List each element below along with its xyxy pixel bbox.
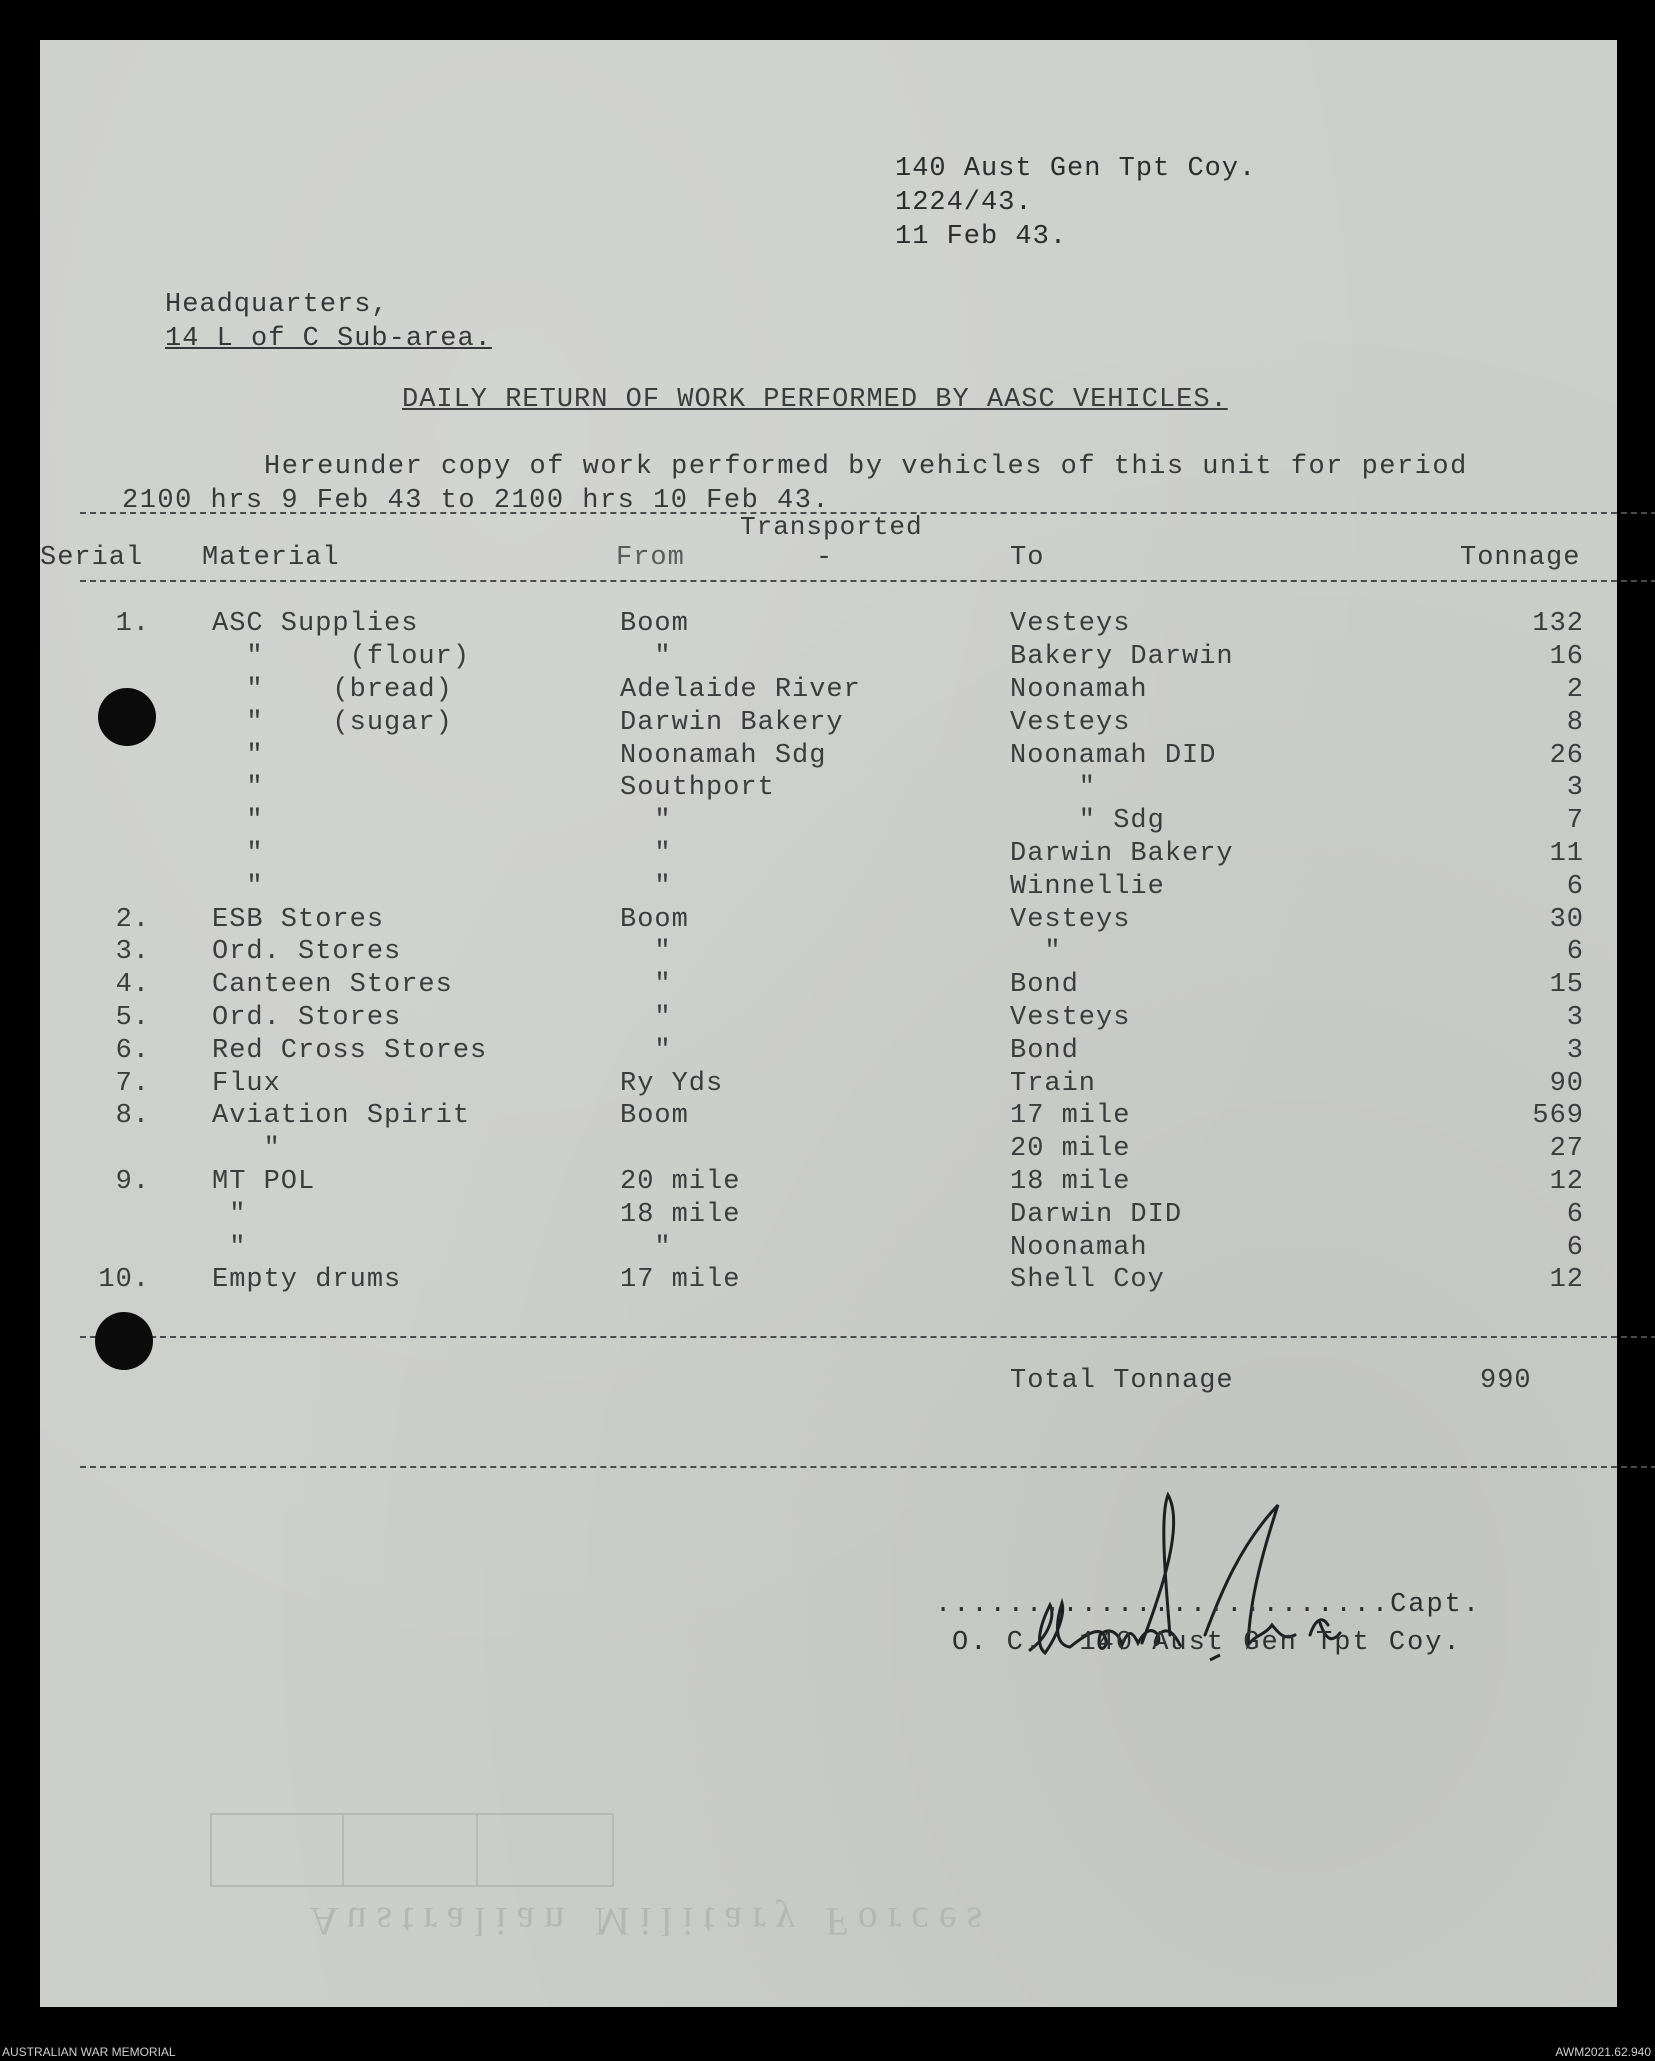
cell-material: Canteen Stores <box>212 970 453 1001</box>
table-row <box>40 969 1584 1002</box>
document-page <box>40 40 1617 2007</box>
cell-tonnage: 12 <box>1549 1265 1584 1296</box>
cell-tonnage: 15 <box>1549 970 1584 1001</box>
cell-material: " (flour) <box>212 642 471 673</box>
cell-material: Ord. Stores <box>212 937 402 968</box>
column-header-tonnage: Tonnage <box>1460 543 1581 573</box>
column-group-transported: Transported <box>740 512 923 542</box>
cell-to: Noonamah <box>1010 674 1148 705</box>
table-row <box>40 706 1584 739</box>
cell-material: " <box>212 806 264 837</box>
cell-tonnage: 3 <box>1566 1035 1584 1066</box>
cell-serial <box>40 1198 160 1231</box>
table-row <box>40 838 1584 871</box>
cell-to: Bakery Darwin <box>1010 642 1234 673</box>
cell-tonnage: 27 <box>1549 1134 1584 1165</box>
cell-tonnage: 3 <box>1566 1002 1584 1033</box>
cell-tonnage: 7 <box>1566 806 1584 837</box>
cell-material: " <box>212 1199 247 1230</box>
cell-serial <box>40 838 160 871</box>
cell-to: Vesteys <box>1010 609 1131 640</box>
cell-from: " <box>620 937 672 968</box>
cell-material: " <box>212 871 264 902</box>
cell-to: " Sdg <box>1010 806 1165 837</box>
cell-serial: 10. <box>98 1265 150 1296</box>
cell-from: " <box>620 1035 672 1066</box>
transport-table <box>40 608 1584 1297</box>
transport-table-body <box>40 608 1584 1297</box>
cell-to: Noonamah <box>1010 1232 1148 1263</box>
cell-from: 17 mile <box>620 1265 741 1296</box>
sender-unit: 140 Aust Gen Tpt Coy. <box>895 154 1257 184</box>
cell-tonnage: 2 <box>1566 674 1584 705</box>
cell-material: " (sugar) <box>212 707 453 738</box>
cell-serial <box>40 772 160 805</box>
cell-from: Noonamah Sdg <box>620 740 827 771</box>
cell-from: " <box>620 1002 672 1033</box>
cell-from: " <box>620 970 672 1001</box>
cell-material: MT POL <box>212 1166 316 1197</box>
cell-serial: 7. <box>115 1068 150 1099</box>
cell-tonnage: 3 <box>1566 773 1584 804</box>
punch-hole-top <box>98 688 156 746</box>
table-row <box>40 739 1584 772</box>
cell-from: Ry Yds <box>620 1068 724 1099</box>
punch-hole-bottom <box>95 1312 153 1370</box>
cell-material: Empty drums <box>212 1265 402 1296</box>
cell-material: " (bread) <box>212 674 453 705</box>
cell-tonnage: 12 <box>1549 1166 1584 1197</box>
cell-tonnage: 26 <box>1549 740 1584 771</box>
cell-to: Winnellie <box>1010 871 1165 902</box>
reference-number: 1224/43. <box>895 188 1033 218</box>
table-row <box>40 1034 1584 1067</box>
cell-serial <box>40 1231 160 1264</box>
column-header-to: To <box>1010 543 1045 573</box>
cell-from: Boom <box>620 904 689 935</box>
addressee-block <box>165 288 492 356</box>
cell-tonnage: 132 <box>1532 609 1584 640</box>
table-row <box>40 1100 1584 1133</box>
cell-serial: 3. <box>115 937 150 968</box>
table-bottom-rule <box>80 1336 1655 1338</box>
cell-to: Darwin Bakery <box>1010 838 1234 869</box>
cell-material: ESB Stores <box>212 904 385 935</box>
cell-tonnage: 16 <box>1549 642 1584 673</box>
cell-to: Vesteys <box>1010 707 1131 738</box>
addressee-line-1: Headquarters, <box>165 290 389 320</box>
table-row <box>40 1067 1584 1100</box>
cell-tonnage: 569 <box>1532 1101 1584 1132</box>
cell-to: 17 mile <box>1010 1101 1131 1132</box>
cell-material: " <box>212 740 264 771</box>
cell-from: " <box>620 642 672 673</box>
intro-paragraph <box>122 450 1622 518</box>
cell-from: Southport <box>620 773 775 804</box>
signature-line: .........................Capt. <box>935 1590 1482 1620</box>
document-title: DAILY RETURN OF WORK PERFORMED BY AASC VEHICLES. <box>402 385 1228 415</box>
cell-serial: 6. <box>115 1035 150 1066</box>
cell-material: ASC Supplies <box>212 609 419 640</box>
cell-serial: 9. <box>115 1166 150 1197</box>
cell-to: Vesteys <box>1010 1002 1131 1033</box>
cell-from <box>620 1133 1010 1166</box>
cell-tonnage: 11 <box>1549 838 1584 869</box>
cell-serial <box>40 1133 160 1166</box>
cell-material: Red Cross Stores <box>212 1035 488 1066</box>
cell-to: " <box>1010 773 1097 804</box>
addressee-line-2: 14 L of C Sub-area. <box>165 324 492 354</box>
column-header-dash: - <box>816 543 834 573</box>
table-row <box>40 1264 1584 1297</box>
cell-from: " <box>620 871 672 902</box>
table-row <box>40 936 1584 969</box>
cell-tonnage: 6 <box>1566 937 1584 968</box>
cell-from: " <box>620 1232 672 1263</box>
total-rule <box>80 1466 1655 1468</box>
bleed-through-text: A u s t r a l i a n M i l i t a r y F o r c e s <box>310 1899 983 1944</box>
signature-title: O. C. 140 Aust Gen Tpt Coy. <box>952 1628 1462 1658</box>
table-row <box>40 805 1584 838</box>
cell-tonnage: 6 <box>1566 871 1584 902</box>
cell-tonnage: 30 <box>1549 904 1584 935</box>
cell-to: Noonamah DID <box>1010 740 1217 771</box>
cell-to: " <box>1010 937 1062 968</box>
table-row <box>40 1002 1584 1035</box>
cell-tonnage: 90 <box>1549 1068 1584 1099</box>
cell-serial <box>40 739 160 772</box>
cell-material: " <box>212 1232 247 1263</box>
cell-to: Bond <box>1010 1035 1079 1066</box>
cell-material: Ord. Stores <box>212 1002 402 1033</box>
table-row <box>40 1198 1584 1231</box>
table-row <box>40 903 1584 936</box>
archive-accession-number: AWM2021.62.940 <box>1555 2045 1651 2059</box>
cell-from: Boom <box>620 609 689 640</box>
archive-credit: AUSTRALIAN WAR MEMORIAL <box>2 2045 176 2059</box>
cell-serial: 2. <box>115 904 150 935</box>
cell-from: Adelaide River <box>620 674 861 705</box>
cell-to: 20 mile <box>1010 1134 1131 1165</box>
cell-material: Flux <box>212 1068 281 1099</box>
cell-material: " <box>212 838 264 869</box>
cell-from: Boom <box>620 1101 689 1132</box>
cell-to: 18 mile <box>1010 1166 1131 1197</box>
cell-material: " <box>212 773 264 804</box>
header-rule <box>80 580 1655 582</box>
table-row <box>40 674 1584 707</box>
table-row <box>40 772 1584 805</box>
cell-material: Aviation Spirit <box>212 1101 471 1132</box>
total-label: Total Tonnage <box>1010 1366 1234 1396</box>
cell-serial <box>40 805 160 838</box>
table-row <box>40 1166 1584 1199</box>
column-header-from: From <box>616 543 685 573</box>
table-row <box>40 608 1584 641</box>
cell-serial: 4. <box>115 970 150 1001</box>
cell-serial <box>40 870 160 903</box>
cell-from: Darwin Bakery <box>620 707 844 738</box>
column-header-material: Material <box>202 543 340 573</box>
document-date: 11 Feb 43. <box>895 222 1068 252</box>
cell-material: " <box>212 1134 281 1165</box>
stamp-cell <box>212 1815 344 1885</box>
cell-to: Train <box>1010 1068 1097 1099</box>
cell-tonnage: 8 <box>1566 707 1584 738</box>
cell-tonnage: 6 <box>1566 1199 1584 1230</box>
cell-to: Vesteys <box>1010 904 1131 935</box>
table-row <box>40 1231 1584 1264</box>
cell-from: 20 mile <box>620 1166 741 1197</box>
cell-tonnage: 6 <box>1566 1232 1584 1263</box>
cell-serial: 8. <box>115 1101 150 1132</box>
table-row <box>40 870 1584 903</box>
cell-from: " <box>620 838 672 869</box>
table-row <box>40 1133 1584 1166</box>
sender-block <box>895 152 1256 254</box>
cell-to: Shell Coy <box>1010 1265 1165 1296</box>
intro-line-1: Hereunder copy of work performed by vehicles of this unit for period <box>264 452 1468 482</box>
cell-to: Bond <box>1010 970 1079 1001</box>
cell-serial <box>40 641 160 674</box>
stamp-cell <box>342 1815 478 1885</box>
cell-to: Darwin DID <box>1010 1199 1183 1230</box>
cell-serial: 1. <box>115 609 150 640</box>
total-value: 990 <box>1480 1366 1532 1396</box>
intro-line-2: 2100 hrs 9 Feb 43 to 2100 hrs 10 Feb 43. <box>122 486 831 516</box>
table-row <box>40 641 1584 674</box>
cell-serial: 5. <box>115 1002 150 1033</box>
cell-from: " <box>620 806 672 837</box>
faded-stamp-box <box>210 1813 614 1887</box>
column-header-serial: Serial <box>40 543 144 573</box>
cell-from: 18 mile <box>620 1199 741 1230</box>
